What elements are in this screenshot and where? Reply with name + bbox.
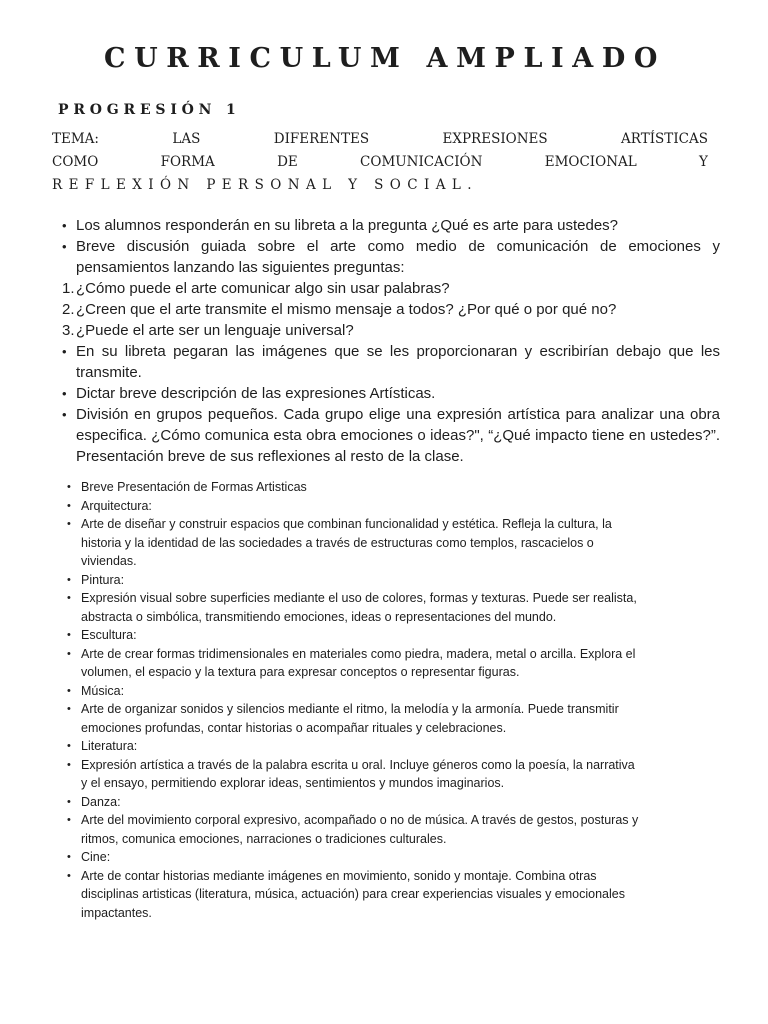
topic-line-1 xyxy=(52,128,708,151)
question-number: 3. xyxy=(62,322,75,339)
activity-text: Los alumnos responderán en su libreta a la pregunta ¿Qué es arte para ustedes? xyxy=(76,217,619,234)
activity-text: División en grupos pequeños. Cada grupo elige una expresión artística para analizar una obra especifica. ¿Cómo comunica esta obra emociones o ideas?", “¿Qué impacto tiene en ustedes?”. Presentación breve de sus reflexiones al resto de la clase. xyxy=(76,406,720,465)
art-form-item: • Escultura: xyxy=(66,626,641,645)
activity-text: En su libreta pegaran las imágenes que se les proporcionaran y escribirían debajo que les transmite. xyxy=(76,343,720,381)
art-form-item: • Arte de crear formas tridimensionales en materiales como piedra, madera, metal o arcilla. Explora el volumen, el espacio y la textura para expresar conceptos o representar figuras. xyxy=(66,645,641,682)
art-form-item: • Expresión visual sobre superficies mediante el uso de colores, formas y texturas. Puede ser realista, abstracta o simbólica, transmitiendo emociones, ideas o representaciones del mundo. xyxy=(66,589,641,626)
activity-text: Dictar breve descripción de las expresiones Artísticas. xyxy=(76,385,436,402)
topic-word: DIFERENTES xyxy=(273,131,370,147)
art-form-item: • Breve Presentación de Formas Artisticas xyxy=(66,478,641,497)
topic-word: COMO xyxy=(52,154,99,170)
topic-word: DE xyxy=(277,154,298,170)
art-form-item: • Arte del movimiento corporal expresivo, acompañado o no de música. A través de gestos, posturas y ritmos, comunica emociones, narraciones o tradiciones culturales. xyxy=(66,811,641,848)
art-form-item: • Pintura: xyxy=(66,571,641,590)
activity-item xyxy=(60,383,720,404)
question-item xyxy=(60,278,720,299)
activity-item xyxy=(60,215,720,236)
art-forms-list xyxy=(66,478,641,922)
topic-word: EXPRESIONES xyxy=(442,131,548,147)
question-text: ¿Cómo puede el arte comunicar algo sin usar palabras? xyxy=(76,280,450,297)
art-form-item: • Arte de diseñar y construir espacios que combinan funcionalidad y estética. Refleja la cultura, la historia y la identidad de las sociedades a través de estructuras como templos, rascacielos o viviendas. xyxy=(66,515,641,571)
question-number: 1. xyxy=(62,280,75,297)
page-title: CURRICULUM AMPLIADO xyxy=(104,43,666,74)
topic-line-3 xyxy=(52,174,708,197)
art-form-item: • Cine: xyxy=(66,848,641,867)
activity-text: Breve discusión guiada sobre el arte como medio de comunicación de emociones y pensamientos lanzando las siguientes preguntas: xyxy=(76,238,720,276)
topic-word: Y xyxy=(699,154,708,170)
topic-heading xyxy=(52,128,708,197)
topic-word: FORMA xyxy=(160,154,215,170)
topic-line-2 xyxy=(52,151,708,174)
art-form-item: • Música: xyxy=(66,682,641,701)
activity-item xyxy=(60,236,720,278)
activity-item xyxy=(60,341,720,383)
art-form-item: • Literatura: xyxy=(66,737,641,756)
activity-item xyxy=(60,404,720,467)
question-number: 2. xyxy=(62,301,75,318)
art-form-item: • Arte de contar historias mediante imágenes en movimiento, sonido y montaje. Combina otras disciplinas artisticas (literatura, música, actuación) para crear experiencias visuales y emocionales impactantes. xyxy=(66,867,641,923)
art-form-item: • Arquitectura: xyxy=(66,497,641,516)
question-item xyxy=(60,320,720,341)
art-form-item: • Expresión artística a través de la palabra escrita u oral. Incluye géneros como la poesía, la narrativa y el ensayo, permitiendo explorar ideas, sentimientos y mundos imaginarios. xyxy=(66,756,641,793)
topic-word: REFLEXIÓN PERSONAL Y SOCIAL. xyxy=(52,177,478,193)
topic-word: EMOCIONAL xyxy=(544,154,637,170)
activities-list xyxy=(60,215,720,467)
section-subtitle: PROGRESIÓN 1 xyxy=(58,102,241,118)
question-item xyxy=(60,299,720,320)
question-text: ¿Puede el arte ser un lenguaje universal? xyxy=(76,322,354,339)
topic-word: LAS xyxy=(172,131,201,147)
question-text: ¿Creen que el arte transmite el mismo mensaje a todos? ¿Por qué o por qué no? xyxy=(76,301,617,318)
topic-word: ARTÍSTICAS xyxy=(621,131,708,147)
art-form-item: • Danza: xyxy=(66,793,641,812)
topic-word: COMUNICACIÓN xyxy=(360,154,483,170)
art-form-item: • Arte de organizar sonidos y silencios mediante el ritmo, la melodía y la armonía. Puede transmitir emociones profundas, contar historias o acompañar rituales y celebraciones. xyxy=(66,700,641,737)
topic-word: TEMA: xyxy=(52,131,99,147)
